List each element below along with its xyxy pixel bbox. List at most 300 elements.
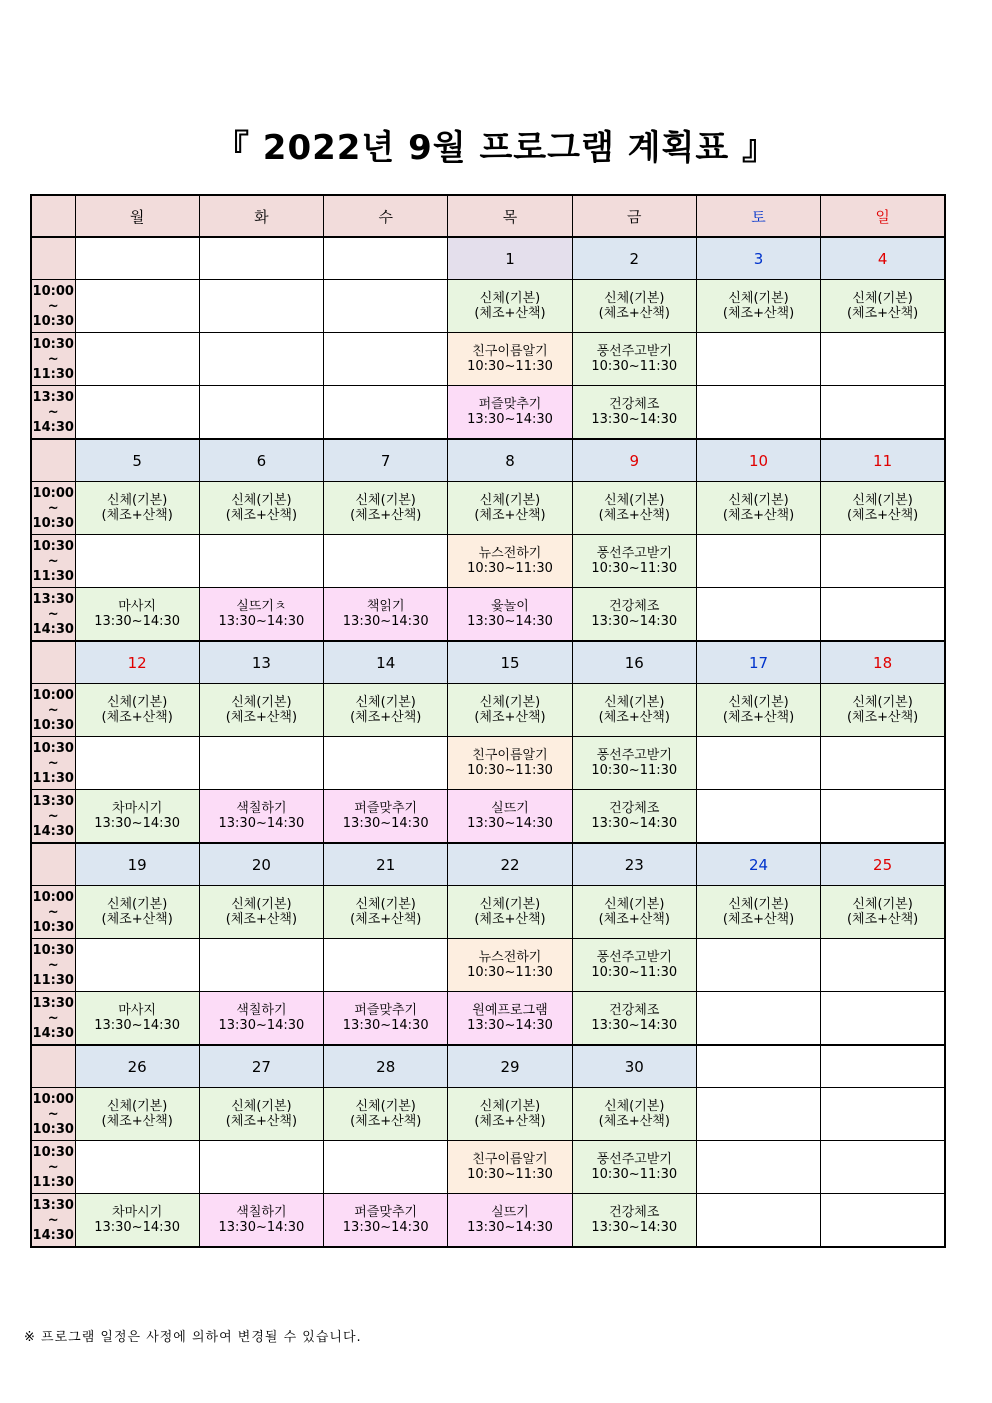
- activity-name: 신체(기본): [728, 291, 789, 306]
- time-label-part: 10:30: [32, 942, 74, 958]
- time-label: [31, 1088, 75, 1141]
- time-label-part: 13:30: [32, 1197, 74, 1213]
- activity-name: 실뜨기: [491, 1205, 529, 1220]
- time-slot-row: [31, 1141, 945, 1194]
- activity-cell: [448, 588, 572, 642]
- activity-detail: (체조+산책): [598, 1114, 670, 1129]
- time-label: [31, 280, 75, 333]
- time-label-part: 14:30: [32, 419, 74, 435]
- date-cell: 5: [75, 439, 199, 482]
- empty-cell: [199, 737, 323, 790]
- activity-name: 신체(기본): [231, 1099, 292, 1114]
- activity-name: 차마시기: [112, 801, 163, 816]
- activity-cell: [572, 280, 696, 333]
- date-cell: 13: [199, 641, 323, 684]
- time-label: [31, 939, 75, 992]
- date-cell: 21: [324, 843, 448, 886]
- time-label-part: ~: [47, 702, 59, 718]
- activity-detail: (체조+산책): [225, 508, 298, 523]
- activity-detail: 13:30~14:30: [218, 1220, 305, 1235]
- activity-name: 풍선주고받기: [596, 1152, 672, 1167]
- activity-name: 퍼즐맞추기: [354, 801, 418, 816]
- weekday-wed: 수: [324, 195, 448, 237]
- time-label-part: 10:30: [32, 740, 74, 756]
- activity-detail: (체조+산책): [598, 710, 670, 725]
- activity-detail: 13:30~14:30: [342, 1220, 429, 1235]
- activity-name: 차마시기: [112, 1205, 163, 1220]
- empty-cell: [696, 1194, 820, 1248]
- time-label-part: 10:00: [32, 889, 74, 905]
- time-label: [31, 992, 75, 1046]
- activity-detail: 13:30~14:30: [342, 816, 429, 831]
- activity-detail: (체조+산책): [598, 912, 670, 927]
- activity-detail: 13:30~14:30: [342, 1018, 429, 1033]
- time-label-part: 10:30: [32, 1121, 74, 1137]
- activity-detail: (체조+산책): [350, 710, 422, 725]
- empty-cell: [324, 1141, 448, 1194]
- time-label-part: 14:30: [32, 1227, 74, 1243]
- empty-cell: [821, 1141, 945, 1194]
- activity-detail: (체조+산책): [350, 912, 422, 927]
- date-cell: [199, 237, 323, 280]
- time-label-part: 10:30: [32, 336, 74, 352]
- date-cell: 2: [572, 237, 696, 280]
- date-cell: 18: [821, 641, 945, 684]
- activity-detail: (체조+산책): [474, 508, 546, 523]
- activity-name: 마사지: [118, 599, 156, 614]
- activity-name: 신체(기본): [728, 897, 789, 912]
- activity-detail: 13:30~14:30: [94, 614, 181, 629]
- time-slot-row: [31, 737, 945, 790]
- activity-detail: 13:30~14:30: [591, 412, 678, 427]
- activity-cell: [821, 684, 945, 737]
- time-slot-row: [31, 684, 945, 737]
- time-label-part: 13:30: [32, 793, 74, 809]
- activity-cell: [324, 886, 448, 939]
- activity-cell: [572, 482, 696, 535]
- time-label-part: 14:30: [32, 1025, 74, 1041]
- activity-name: 퍼즐맞추기: [478, 397, 542, 412]
- activity-cell: [572, 1141, 696, 1194]
- time-slot-row: [31, 588, 945, 642]
- activity-cell: [199, 1088, 323, 1141]
- activity-detail: (체조+산책): [474, 1114, 546, 1129]
- time-label-part: 10:30: [32, 919, 74, 935]
- date-cell: 16: [572, 641, 696, 684]
- activity-detail: (체조+산책): [474, 710, 546, 725]
- time-slot-row: [31, 790, 945, 844]
- time-label: [31, 333, 75, 386]
- activity-cell: [448, 1194, 572, 1248]
- activity-detail: (체조+산책): [350, 1114, 422, 1129]
- activity-name: 신체(기본): [604, 1099, 665, 1114]
- time-label-part: ~: [47, 957, 59, 973]
- time-label-part: 10:30: [32, 515, 74, 531]
- date-cell: 30: [572, 1045, 696, 1088]
- activity-detail: 13:30~14:30: [467, 1018, 553, 1033]
- empty-cell: [696, 386, 820, 440]
- time-label-part: ~: [47, 404, 59, 420]
- activity-name: 신체(기본): [106, 493, 168, 508]
- date-cell: [75, 237, 199, 280]
- activity-name: 실뜨기ㅊ: [236, 599, 287, 614]
- activity-name: 신체(기본): [106, 897, 168, 912]
- weekday-tue: 화: [199, 195, 323, 237]
- time-slot-row: [31, 482, 945, 535]
- time-label-part: 11:30: [32, 1174, 74, 1190]
- empty-cell: [199, 386, 323, 440]
- activity-name: 건강체조: [609, 801, 660, 816]
- activity-detail: 13:30~14:30: [591, 1018, 678, 1033]
- activity-name: 친구이름알기: [472, 748, 548, 763]
- activity-cell: [448, 386, 572, 440]
- time-slot-row: [31, 1194, 945, 1248]
- activity-detail: 10:30~11:30: [467, 1167, 553, 1182]
- activity-name: 신체(기본): [106, 1099, 168, 1114]
- time-label-part: ~: [47, 1159, 59, 1175]
- activity-cell: [448, 482, 572, 535]
- activity-name: 신체(기본): [852, 493, 913, 508]
- time-slot-row: [31, 386, 945, 440]
- empty-cell: [821, 992, 945, 1046]
- activity-name: 신체(기본): [355, 695, 416, 710]
- activity-detail: 13:30~14:30: [218, 1018, 305, 1033]
- time-label-part: 13:30: [32, 995, 74, 1011]
- activity-detail: 13:30~14:30: [467, 614, 553, 629]
- time-label: [31, 886, 75, 939]
- activity-detail: 13:30~14:30: [218, 816, 305, 831]
- date-cell: 20: [199, 843, 323, 886]
- activity-name: 신체(기본): [604, 493, 665, 508]
- date-cell: 26: [75, 1045, 199, 1088]
- time-label-part: 10:30: [32, 538, 74, 554]
- time-label-part: 11:30: [32, 770, 74, 786]
- activity-cell: [75, 886, 199, 939]
- empty-cell: [821, 1088, 945, 1141]
- activity-name: 색칠하기: [236, 1003, 287, 1018]
- activity-detail: (체조+산책): [101, 710, 173, 725]
- empty-cell: [324, 280, 448, 333]
- activity-cell: [324, 992, 448, 1046]
- activity-cell: [572, 386, 696, 440]
- time-label-part: 14:30: [32, 621, 74, 637]
- activity-cell: [572, 684, 696, 737]
- time-label-part: 11:30: [32, 972, 74, 988]
- activity-detail: 13:30~14:30: [467, 1220, 553, 1235]
- date-cell: 24: [696, 843, 820, 886]
- empty-cell: [199, 333, 323, 386]
- empty-cell: [821, 535, 945, 588]
- time-label: [31, 386, 75, 440]
- activity-cell: [572, 333, 696, 386]
- activity-cell: [199, 588, 323, 642]
- date-cell: 27: [199, 1045, 323, 1088]
- activity-cell: [572, 939, 696, 992]
- activity-name: 윷놀이: [491, 599, 529, 614]
- date-cell: 22: [448, 843, 572, 886]
- date-cell: 8: [448, 439, 572, 482]
- activity-cell: [324, 588, 448, 642]
- time-label-part: 11:30: [32, 568, 74, 584]
- activity-cell: [572, 1194, 696, 1248]
- activity-cell: [448, 886, 572, 939]
- date-cell: 10: [696, 439, 820, 482]
- activity-name: 색칠하기: [236, 1205, 287, 1220]
- activity-name: 건강체조: [609, 599, 660, 614]
- activity-name: 신체(기본): [604, 695, 665, 710]
- activity-name: 건강체조: [609, 1003, 660, 1018]
- activity-detail: 10:30~11:30: [591, 1167, 678, 1182]
- empty-cell: [324, 737, 448, 790]
- empty-cell: [324, 333, 448, 386]
- activity-cell: [324, 482, 448, 535]
- activity-name: 신체(기본): [479, 695, 541, 710]
- activity-name: 건강체조: [609, 397, 660, 412]
- empty-cell: [696, 1088, 820, 1141]
- activity-detail: (체조+산책): [101, 1114, 173, 1129]
- empty-cell: [324, 386, 448, 440]
- activity-detail: 10:30~11:30: [591, 561, 678, 576]
- date-cell: [324, 237, 448, 280]
- activity-detail: 13:30~14:30: [467, 816, 553, 831]
- activity-name: 친구이름알기: [472, 1152, 548, 1167]
- activity-detail: (체조+산책): [474, 912, 546, 927]
- activity-detail: (체조+산책): [474, 306, 546, 321]
- activity-name: 뉴스전하기: [478, 546, 542, 561]
- time-label-part: ~: [47, 553, 59, 569]
- activity-name: 풍선주고받기: [596, 344, 672, 359]
- empty-cell: [75, 737, 199, 790]
- activity-name: 친구이름알기: [472, 344, 548, 359]
- time-label-part: ~: [47, 904, 59, 920]
- activity-detail: (체조+산책): [598, 508, 670, 523]
- corner-cell: [31, 195, 75, 237]
- date-cell: 14: [324, 641, 448, 684]
- activity-name: 풍선주고받기: [596, 950, 672, 965]
- time-slot-row: [31, 333, 945, 386]
- activity-cell: [696, 684, 820, 737]
- activity-detail: 10:30~11:30: [467, 763, 553, 778]
- activity-detail: (체조+산책): [598, 306, 670, 321]
- activity-detail: (체조+산책): [846, 508, 919, 523]
- footnote: ※ 프로그램 일정은 사정에 의하여 변경될 수 있습니다.: [24, 1330, 362, 1345]
- date-cell: [821, 1045, 945, 1088]
- activity-cell: [572, 992, 696, 1046]
- activity-cell: [324, 790, 448, 844]
- activity-detail: (체조+산책): [225, 1114, 298, 1129]
- activity-name: 신체(기본): [231, 897, 292, 912]
- time-label-part: ~: [47, 1212, 59, 1228]
- empty-cell: [75, 280, 199, 333]
- date-cell: 7: [324, 439, 448, 482]
- activity-cell: [199, 992, 323, 1046]
- activity-detail: (체조+산책): [722, 912, 795, 927]
- time-label: [31, 535, 75, 588]
- empty-cell: [75, 1141, 199, 1194]
- time-slot-row: [31, 535, 945, 588]
- activity-name: 퍼즐맞추기: [354, 1205, 418, 1220]
- empty-cell: [821, 939, 945, 992]
- empty-cell: [199, 535, 323, 588]
- time-slot-row: [31, 886, 945, 939]
- activity-cell: [448, 1088, 572, 1141]
- activity-cell: [448, 1141, 572, 1194]
- week-date-row: [31, 439, 945, 482]
- time-label-part: ~: [47, 500, 59, 516]
- activity-cell: [696, 280, 820, 333]
- activity-detail: 10:30~11:30: [591, 965, 678, 980]
- empty-cell: [821, 790, 945, 844]
- time-label-part: 10:30: [32, 717, 74, 733]
- activity-detail: 13:30~14:30: [94, 1018, 181, 1033]
- activity-name: 책읽기: [366, 599, 405, 614]
- time-label-part: ~: [47, 1010, 59, 1026]
- time-label: [31, 482, 75, 535]
- activity-cell: [572, 737, 696, 790]
- time-label-part: ~: [47, 1106, 59, 1122]
- activity-detail: (체조+산책): [846, 710, 919, 725]
- time-slot-row: [31, 939, 945, 992]
- activity-detail: (체조+산책): [225, 912, 298, 927]
- activity-name: 신체(기본): [355, 897, 416, 912]
- empty-cell: [696, 790, 820, 844]
- activity-name: 신체(기본): [231, 695, 292, 710]
- date-cell: 4: [821, 237, 945, 280]
- time-label: [31, 684, 75, 737]
- activity-name: 신체(기본): [479, 291, 541, 306]
- empty-cell: [696, 535, 820, 588]
- activity-name: 실뜨기: [491, 801, 529, 816]
- activity-name: 풍선주고받기: [596, 546, 672, 561]
- activity-detail: (체조+산책): [722, 710, 795, 725]
- activity-name: 신체(기본): [852, 291, 913, 306]
- activity-name: 신체(기본): [231, 493, 292, 508]
- activity-cell: [199, 886, 323, 939]
- activity-detail: (체조+산책): [846, 912, 919, 927]
- time-label: [31, 1141, 75, 1194]
- time-label-part: 10:00: [32, 485, 74, 501]
- activity-cell: [75, 992, 199, 1046]
- activity-detail: (체조+산책): [225, 710, 298, 725]
- week-date-row: [31, 1045, 945, 1088]
- activity-detail: (체조+산책): [722, 306, 795, 321]
- empty-cell: [324, 939, 448, 992]
- empty-cell: [199, 1141, 323, 1194]
- empty-cell: [696, 588, 820, 642]
- activity-detail: (체조+산책): [101, 912, 173, 927]
- activity-name: 신체(기본): [355, 493, 416, 508]
- weekday-fri: 금: [572, 195, 696, 237]
- activity-name: 신체(기본): [106, 695, 168, 710]
- time-slot-row: [31, 992, 945, 1046]
- time-cell-empty: [31, 439, 75, 482]
- time-label-part: 13:30: [32, 591, 74, 607]
- activity-cell: [821, 886, 945, 939]
- activity-name: 퍼즐맞추기: [354, 1003, 418, 1018]
- empty-cell: [75, 535, 199, 588]
- time-label-part: ~: [47, 755, 59, 771]
- weekday-thu: 목: [448, 195, 572, 237]
- empty-cell: [696, 737, 820, 790]
- activity-cell: [448, 280, 572, 333]
- activity-cell: [821, 280, 945, 333]
- activity-detail: 13:30~14:30: [591, 614, 678, 629]
- activity-cell: [448, 790, 572, 844]
- time-label-part: 10:30: [32, 1144, 74, 1160]
- activity-name: 신체(기본): [852, 695, 913, 710]
- date-cell: 9: [572, 439, 696, 482]
- time-label: [31, 737, 75, 790]
- activity-detail: 13:30~14:30: [467, 412, 553, 427]
- time-label-part: 13:30: [32, 389, 74, 405]
- time-label-part: ~: [47, 808, 59, 824]
- activity-name: 뉴스전하기: [478, 950, 542, 965]
- empty-cell: [696, 1141, 820, 1194]
- activity-detail: 13:30~14:30: [94, 816, 181, 831]
- activity-cell: [199, 684, 323, 737]
- activity-detail: (체조+산책): [722, 508, 795, 523]
- time-label-part: 10:00: [32, 1091, 74, 1107]
- date-cell: 17: [696, 641, 820, 684]
- date-cell: 29: [448, 1045, 572, 1088]
- activity-name: 신체(기본): [728, 695, 789, 710]
- activity-name: 색칠하기: [236, 801, 287, 816]
- date-cell: 28: [324, 1045, 448, 1088]
- activity-cell: [448, 684, 572, 737]
- activity-detail: (체조+산책): [101, 508, 173, 523]
- activity-name: 건강체조: [609, 1205, 660, 1220]
- activity-cell: [75, 588, 199, 642]
- activity-detail: 10:30~11:30: [467, 359, 553, 374]
- activity-name: 풍선주고받기: [596, 748, 672, 763]
- time-cell-empty: [31, 237, 75, 280]
- time-label-part: 11:30: [32, 366, 74, 382]
- time-slot-row: [31, 1088, 945, 1141]
- activity-name: 신체(기본): [479, 493, 541, 508]
- activity-detail: 10:30~11:30: [467, 561, 553, 576]
- date-cell: 6: [199, 439, 323, 482]
- weekday-sun: 일: [821, 195, 945, 237]
- weekday-mon: 월: [75, 195, 199, 237]
- activity-detail: 13:30~14:30: [591, 1220, 678, 1235]
- activity-detail: 13:30~14:30: [342, 614, 429, 629]
- activity-cell: [696, 482, 820, 535]
- empty-cell: [821, 386, 945, 440]
- schedule-table: [30, 194, 946, 1248]
- activity-cell: [75, 1194, 199, 1248]
- empty-cell: [75, 939, 199, 992]
- activity-cell: [572, 886, 696, 939]
- activity-name: 신체(기본): [604, 291, 665, 306]
- activity-cell: [448, 333, 572, 386]
- empty-cell: [696, 992, 820, 1046]
- activity-cell: [75, 790, 199, 844]
- activity-cell: [199, 790, 323, 844]
- activity-name: 원예프로그램: [472, 1003, 548, 1018]
- date-cell: [696, 1045, 820, 1088]
- empty-cell: [821, 588, 945, 642]
- date-cell: 25: [821, 843, 945, 886]
- date-cell: 23: [572, 843, 696, 886]
- activity-detail: 13:30~14:30: [218, 614, 305, 629]
- time-label-part: ~: [47, 606, 59, 622]
- activity-name: 신체(기본): [604, 897, 665, 912]
- weekday-sat: 토: [696, 195, 820, 237]
- activity-name: 신체(기본): [479, 1099, 541, 1114]
- time-slot-row: [31, 280, 945, 333]
- activity-cell: [448, 535, 572, 588]
- empty-cell: [199, 939, 323, 992]
